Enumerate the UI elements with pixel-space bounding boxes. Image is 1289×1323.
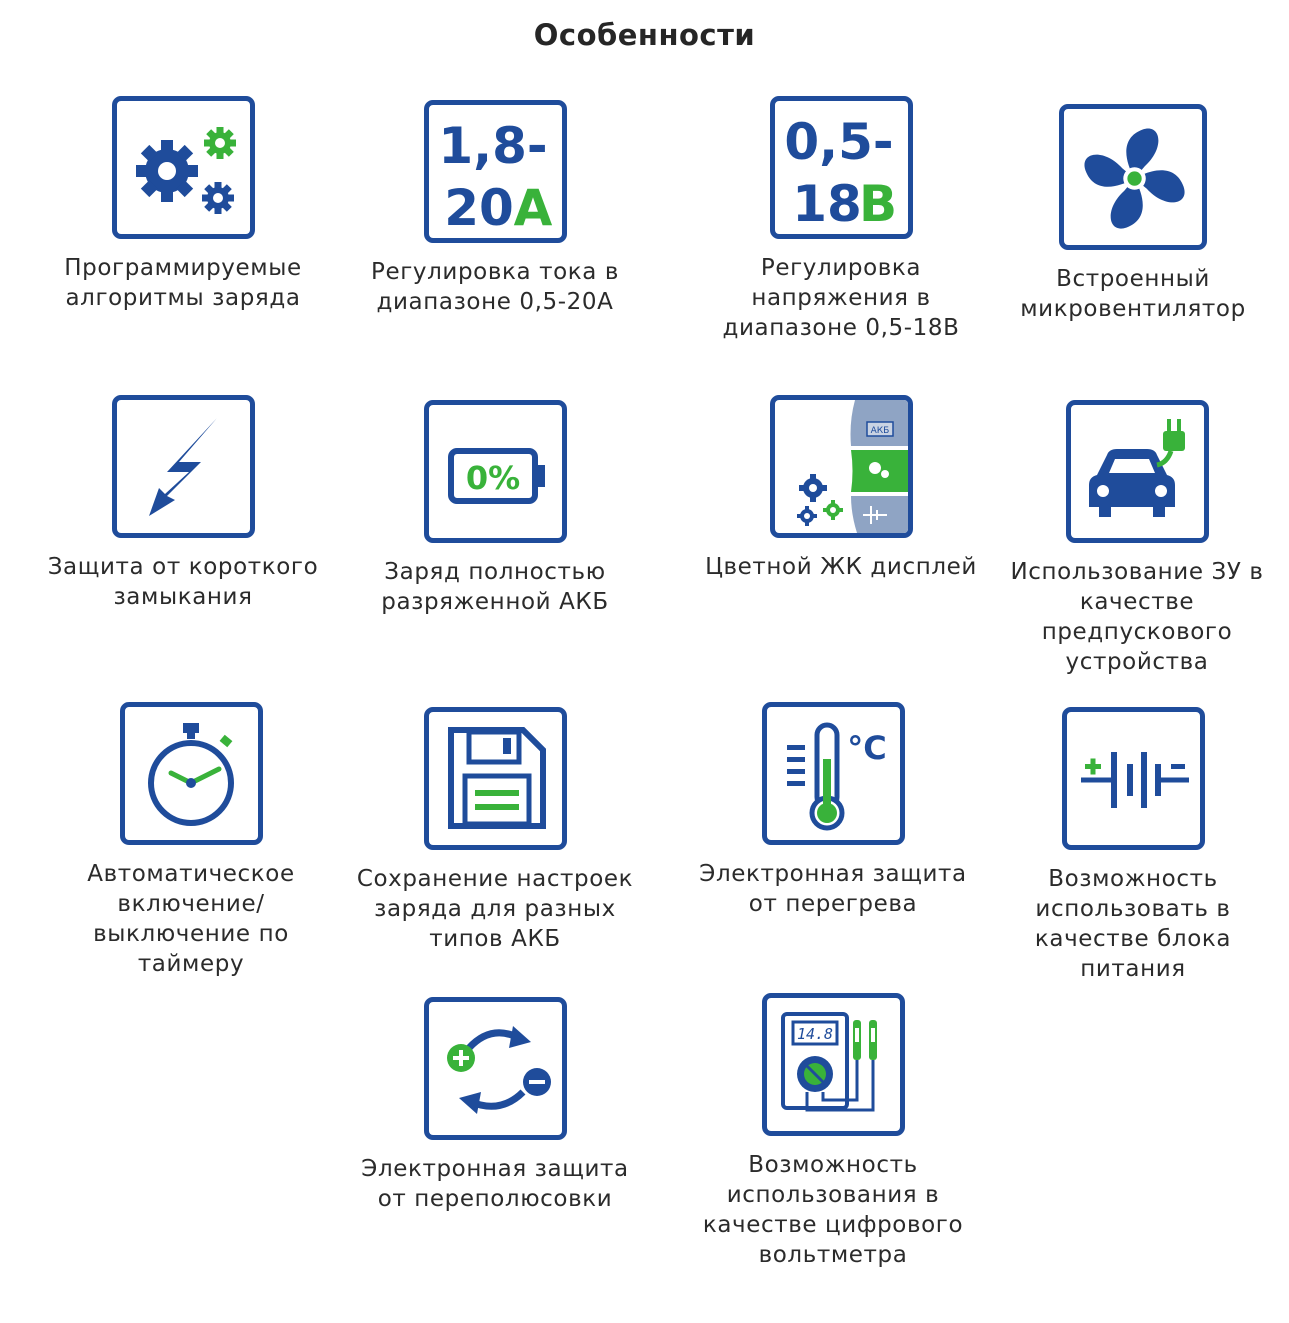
feature-caption: Программируемые алгоритмы заряда (64, 255, 302, 311)
feature-pre-start-device (992, 400, 1282, 677)
feature-caption: Встроенный микровентилятор (1020, 266, 1246, 322)
feature-deep-discharge-charging (350, 400, 640, 617)
feature-caption: Цветной ЖК дисплей (705, 554, 977, 580)
feature-overheat-protection (688, 702, 978, 919)
feature-reverse-polarity-protection (350, 997, 640, 1214)
feature-digital-voltmeter (688, 993, 978, 1270)
page-title: Особенности (533, 18, 756, 52)
celsius-text: °C (846, 729, 887, 767)
feature-voltage-regulation (696, 96, 986, 343)
feature-programmable-algorithms (38, 96, 328, 313)
thermometer-icon (762, 702, 905, 845)
floppy-disk-icon (424, 707, 567, 850)
feature-color-lcd (696, 395, 986, 582)
display-akb-text: АКБ (870, 426, 889, 436)
feature-caption: Электронная защита от перегрева (699, 861, 967, 917)
stopwatch-icon (120, 702, 263, 845)
voltage-range-icon (770, 96, 913, 239)
feature-built-in-fan (988, 104, 1278, 324)
lightning-icon (112, 395, 255, 538)
battery-symbol-icon (1062, 707, 1205, 850)
feature-caption: Использование ЗУ в качестве предпускового устройства (1010, 559, 1264, 675)
reverse-polarity-icon (424, 997, 567, 1140)
feature-power-supply (988, 707, 1278, 984)
battery-percent-text: 0% (465, 459, 520, 497)
car-plug-icon (1066, 400, 1209, 543)
voltage-unit-text: B (858, 175, 897, 233)
current-unit-text: A (513, 179, 552, 237)
current-range-top-text: 1,8- (437, 117, 548, 175)
feature-caption: Регулировка тока в диапазоне 0,5-20А (370, 259, 619, 315)
battery-empty-icon (424, 400, 567, 543)
feature-caption: Автоматическое включение/ выключение по таймеру (87, 861, 295, 977)
current-range-number-text: 20 (443, 179, 514, 237)
current-range-icon (424, 100, 567, 243)
feature-short-circuit-protection (38, 395, 328, 612)
feature-caption: Сохранение настроек заряда для разных типов АКБ (356, 866, 634, 952)
fan-icon (1059, 104, 1207, 250)
feature-caption: Возможность использования в качестве цифрового вольтметра (702, 1152, 964, 1268)
feature-caption: Заряд полностью разряженной АКБ (381, 559, 609, 615)
voltage-range-top-text: 0,5- (783, 113, 894, 171)
color-display-icon (770, 395, 913, 538)
feature-save-settings (350, 707, 640, 954)
feature-caption: Электронная защита от переполюсовки (361, 1156, 629, 1212)
voltmeter-reading-text: 14.8 (796, 1025, 833, 1043)
feature-caption: Регулировка напряжения в диапазоне 0,5-18В (722, 255, 960, 341)
feature-current-regulation (350, 100, 640, 317)
voltage-range-number-text: 18 (791, 175, 862, 233)
voltmeter-icon (762, 993, 905, 1136)
gears-icon (112, 96, 255, 239)
feature-caption: Защита от короткого замыкания (47, 554, 319, 610)
feature-timer (46, 702, 336, 979)
feature-caption: Возможность использовать в качестве блока питания (1034, 866, 1232, 982)
